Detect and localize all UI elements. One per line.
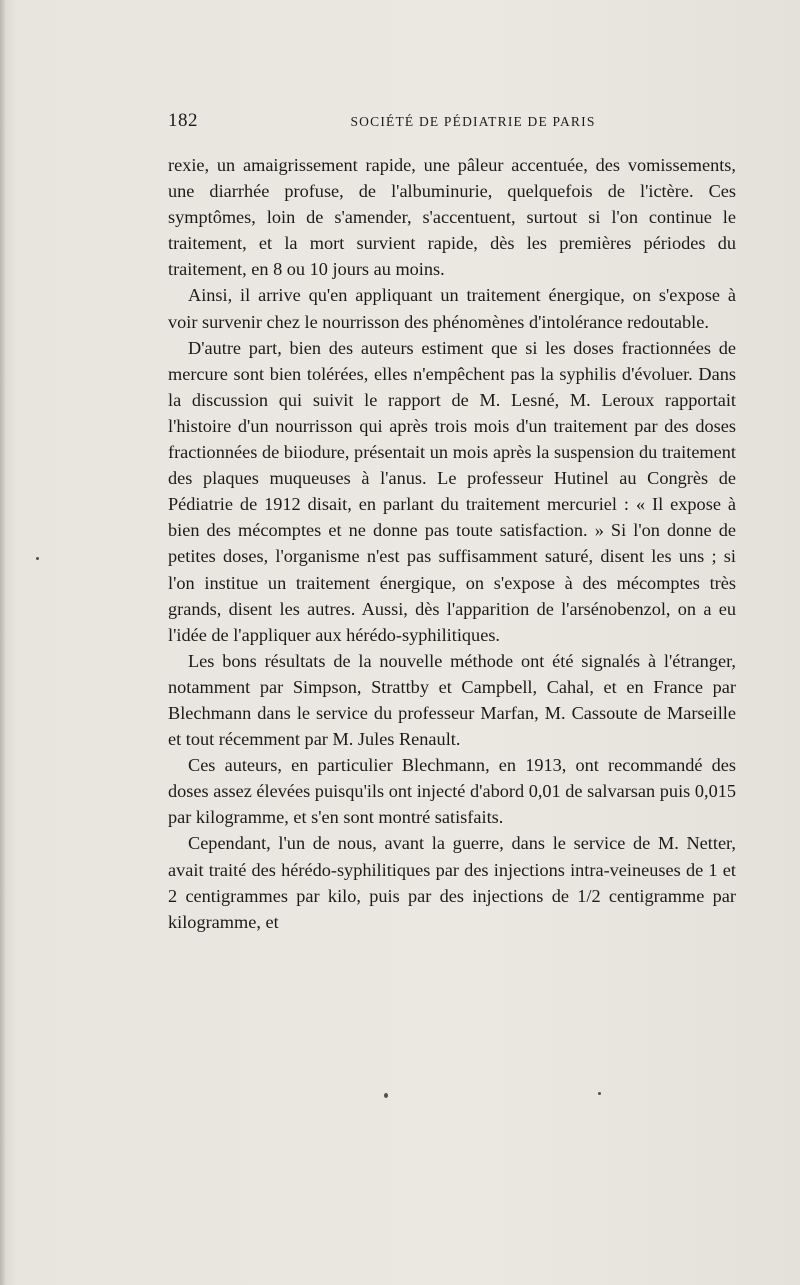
ink-speck — [384, 1093, 388, 1098]
paragraph-1: rexie, un amaigrissement rapide, une pâleur accentuée, des vomissements, une diarrhée profuse, de l'albuminurie, quelquefois de l'ictère. Ces symptômes, loin de s'amender, s'accentuent, surtout si l'on continue le traitement, et la mort survient rapide, dès les premières périodes du traitement, en 8 ou 10 jours au moins. — [168, 155, 736, 280]
body-text — [168, 152, 736, 935]
page-number: 182 — [168, 110, 198, 131]
page-header — [168, 110, 738, 140]
paragraph-2: Ainsi, il arrive qu'en appliquant un traitement énergique, on s'expose à voir survenir chez le nourrisson des phénomènes d'intolérance redoutable. — [168, 285, 736, 332]
paragraph-3: D'autre part, bien des auteurs estiment que si les doses fractionnées de mercure sont bien tolérées, elles n'empêchent pas la syphilis d'évoluer. Dans la discussion qui suivit le rapport de M. Lesné, M. Leroux rapportait l'histoire d'un nourrisson qui après trois mois d'un traitement par des doses fractionnées de biiodure, présentait un mois après la suspension du traitement des plaques muqueuses à l'anus. Le professeur Hutinel au Congrès de Pédiatrie de 1912 disait, en parlant du traitement mercuriel : « Il expose à bien des mécomptes et ne donne pas toute satisfaction. » Si l'on donne de petites doses, l'organisme n'est pas suffisamment saturé, disent les uns ; si l'on institue un traitement énergique, on s'expose à des mécomptes très grands, disent les autres. Aussi, dès l'apparition de l'arsénobenzol, on a eu l'idée de l'appliquer aux hérédo-syphilitiques. — [168, 337, 736, 645]
paragraph-5: Ces auteurs, en particulier Blechmann, en 1913, ont recommandé des doses assez élevées puisqu'ils ont injecté d'abord 0,01 de salvarsan puis 0,015 par kilogramme, et s'en sont montré satisfaits. — [168, 755, 736, 828]
paragraph-6: Cependant, l'un de nous, avant la guerre, dans le service de M. Netter, avait traité des hérédo-syphilitiques par des injections intra-veineuses de 1 et 2 centigrammes par kilo, puis par des injections de 1/2 centigramme par kilogramme, et — [168, 833, 736, 932]
ink-speck — [36, 557, 39, 560]
page-binding-shadow — [0, 0, 6, 1285]
ink-speck — [598, 1092, 601, 1095]
paragraph-4: Les bons résultats de la nouvelle méthode ont été signalés à l'étranger, notamment par Simpson, Strattby et Campbell, Cahal, et en France par Blechmann dans le service du professeur Marfan, M. Cassoute de Marseille et tout récemment par M. Jules Renault. — [168, 650, 736, 750]
running-title: SOCIÉTÉ DE PÉDIATRIE DE PARIS — [350, 114, 596, 129]
